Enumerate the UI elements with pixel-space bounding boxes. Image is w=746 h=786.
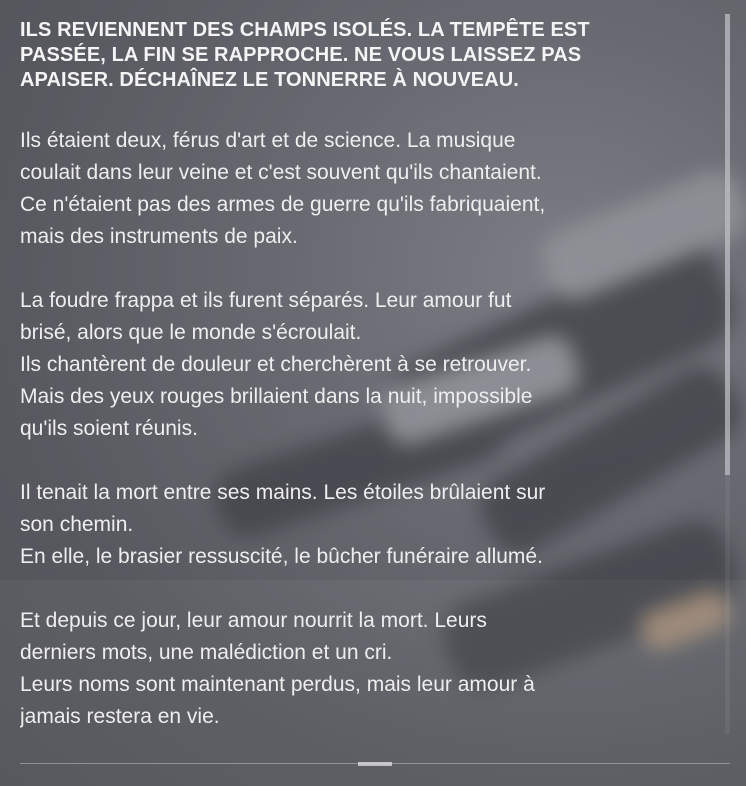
lore-line: brisé, alors que le monde s'écroulait. — [20, 321, 362, 344]
scrollbar-thumb[interactable] — [725, 14, 730, 475]
lore-stanza — [20, 285, 710, 445]
lore-line: La foudre frappa et ils furent séparés. Leur amour fut — [20, 289, 512, 312]
lore-line: Leurs noms sont maintenant perdus, mais leur amour à — [20, 673, 535, 696]
lore-line: mais des instruments de paix. — [20, 225, 298, 248]
lore-stanza — [20, 125, 710, 253]
lore-stanza — [20, 477, 710, 573]
lore-line: Il tenait la mort entre ses mains. Les étoiles brûlaient sur — [20, 481, 546, 504]
lore-line: Ils chantèrent de douleur et cherchèrent à se retrouver. — [20, 353, 532, 376]
lore-headline — [20, 18, 710, 93]
lore-line: Ils étaient deux, férus d'art et de science. La musique — [20, 129, 516, 152]
lore-line: derniers mots, une malédiction et un cri. — [20, 641, 393, 664]
lore-line: coulait dans leur veine et c'est souvent qu'ils chantaient. — [20, 161, 542, 184]
lore-line: son chemin. — [20, 513, 134, 536]
headline-line: ILS REVIENNENT DES CHAMPS ISOLÉS. LA TEMPÊTE EST — [20, 19, 590, 41]
lore-line: Ce n'étaient pas des armes de guerre qu'ils fabriquaient, — [20, 193, 546, 216]
lore-line: Mais des yeux rouges brillaient dans la nuit, impossible — [20, 385, 533, 408]
lore-line: En elle, le brasier ressuscité, le bûcher funéraire allumé. — [20, 545, 543, 568]
lore-line: jamais restera en vie. — [20, 705, 220, 728]
lore-text-panel[interactable] — [20, 18, 710, 738]
headline-line: PASSÉE, LA FIN SE RAPPROCHE. NE VOUS LAISSEZ PAS — [20, 44, 582, 66]
lore-stanza — [20, 605, 710, 733]
page-indicator[interactable] — [358, 762, 392, 766]
lore-line: Et depuis ce jour, leur amour nourrit la mort. Leurs — [20, 609, 487, 632]
headline-line: APAISER. DÉCHAÎNEZ LE TONNERRE À NOUVEAU. — [20, 69, 519, 91]
lore-line: qu'ils soient réunis. — [20, 417, 198, 440]
